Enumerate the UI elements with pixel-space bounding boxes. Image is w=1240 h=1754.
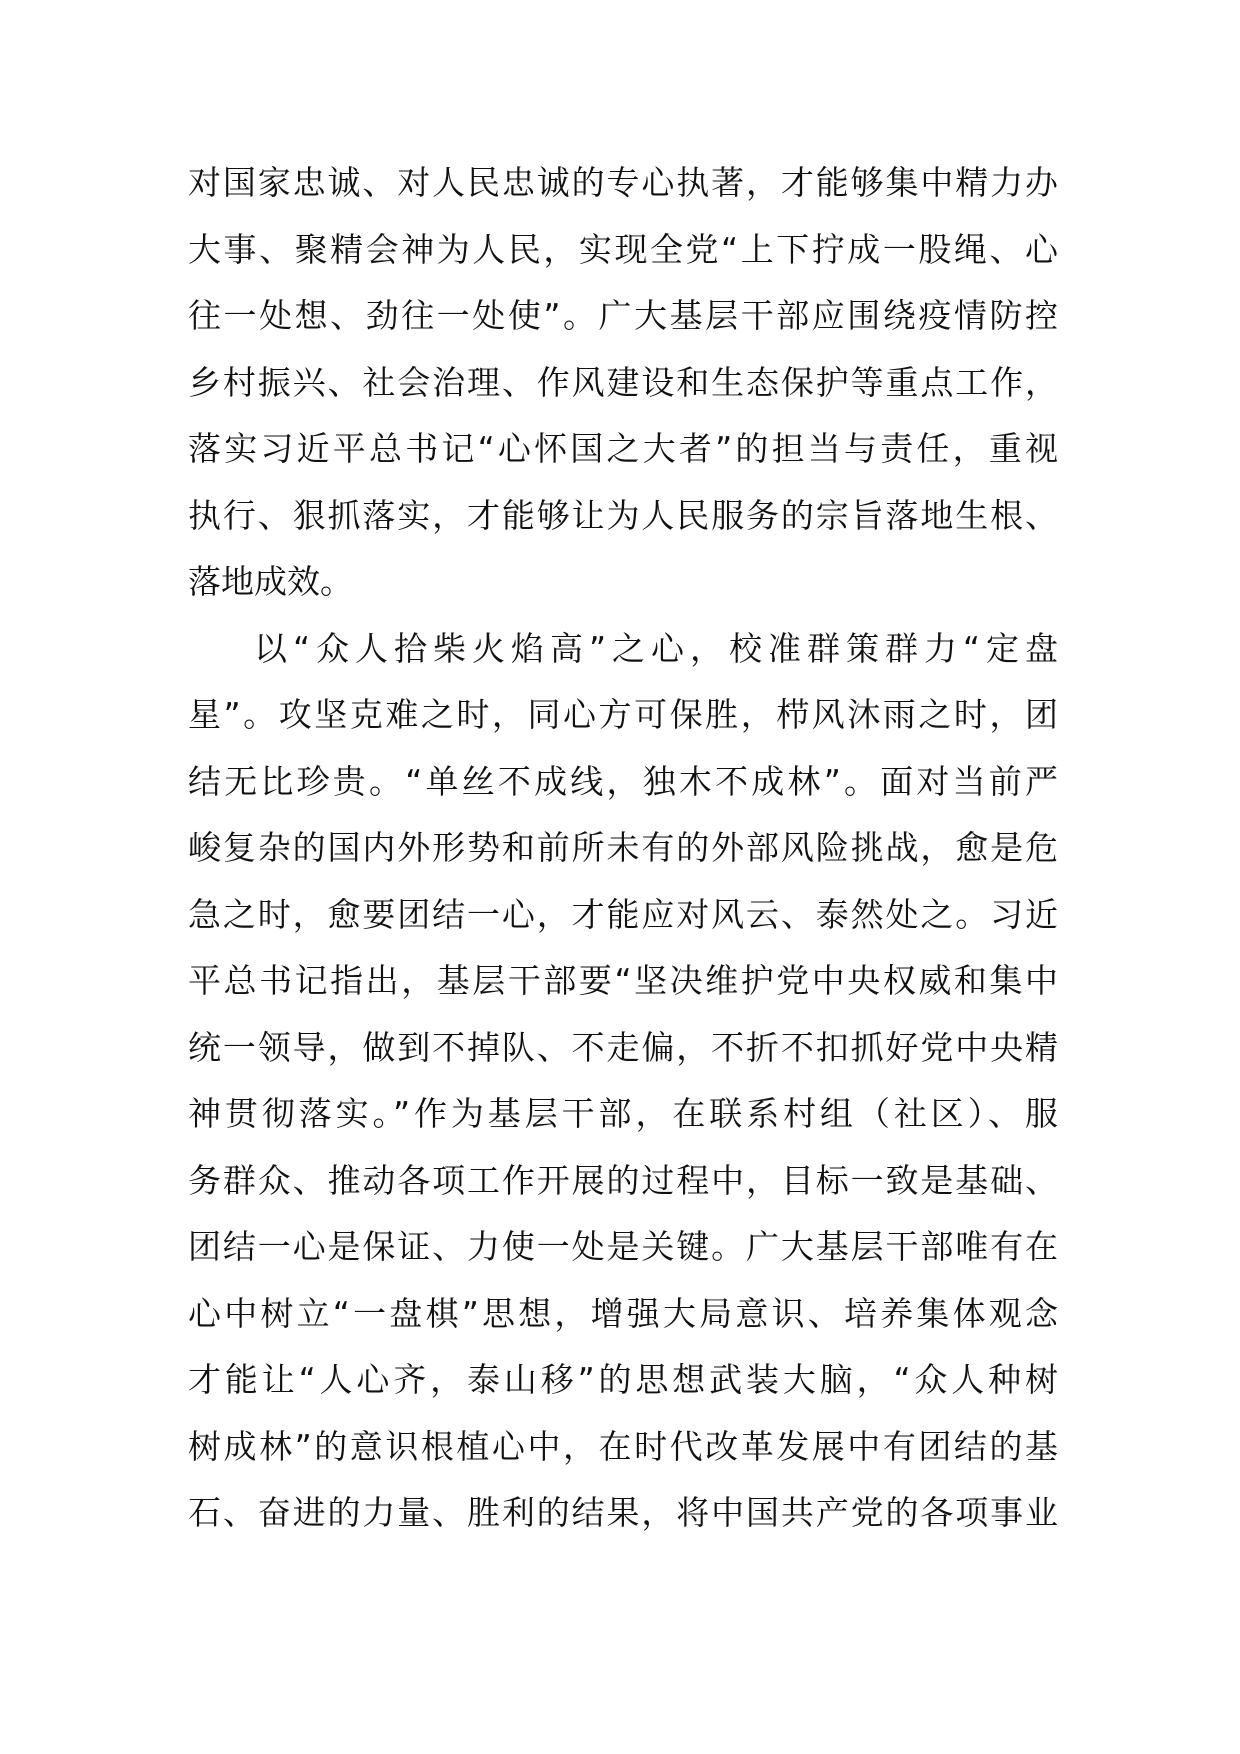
text-line: 树成林”的意识根植心中，在时代改革发展中有团结的基 bbox=[188, 1426, 1058, 1466]
paragraph-end-line: 落地成效。 bbox=[188, 562, 353, 601]
text-line: 神贯彻落实。”作为基层干部，在联系村组（社区）、服 bbox=[188, 1094, 1058, 1133]
text-line: 才能让“人心齐，泰山移”的思想武装大脑，“众人种树 bbox=[188, 1360, 1058, 1399]
paragraph-first-line: 以“众人拾柴火焰高”之心，校准群策群力“定盘 bbox=[254, 628, 1058, 668]
text-line: 往一处想、劲往一处使”。广大基层干部应围绕疫情防控 bbox=[188, 296, 1058, 335]
text-line: 结无比珍贵。“单丝不成线，独木不成林”。面对当前严 bbox=[188, 761, 1058, 801]
text-line: 星”。攻坚克难之时，同心方可保胜，栉风沐雨之时，团 bbox=[188, 695, 1058, 734]
text-line: 落实习近平总书记“心怀国之大者”的担当与责任，重视 bbox=[188, 429, 1058, 468]
text-line: 执行、狠抓落实，才能够让为人民服务的宗旨落地生根、 bbox=[188, 495, 1058, 535]
text-line: 平总书记指出，基层干部要“坚决维护党中央权威和集中 bbox=[188, 961, 1058, 1000]
text-line: 对国家忠诚、对人民忠诚的专心执著，才能够集中精力办 bbox=[188, 163, 1058, 202]
text-line: 务群众、推动各项工作开展的过程中，目标一致是基础、 bbox=[188, 1160, 1058, 1200]
body-text bbox=[188, 150, 1058, 1547]
text-line: 心中树立“一盘棋”思想，增强大局意识、培养集体观念 bbox=[188, 1293, 1058, 1333]
text-line: 大事、聚精会神为人民，实现全党“上下拧成一股绳、心 bbox=[188, 229, 1058, 269]
text-line: 乡村振兴、社会治理、作风建设和生态保护等重点工作， bbox=[188, 362, 1058, 402]
text-line: 峻复杂的国内外形势和前所未有的外部风险挑战，愈是危 bbox=[188, 828, 1058, 867]
text-line: 石、奋进的力量、胜利的结果，将中国共产党的各项事业 bbox=[188, 1493, 1058, 1532]
text-line: 急之时，愈要团结一心，才能应对风云、泰然处之。习近 bbox=[188, 894, 1058, 934]
text-line: 团结一心是保证、力使一处是关键。广大基层干部唯有在 bbox=[188, 1227, 1058, 1266]
text-line: 统一领导，做到不掉队、不走偏，不折不扣抓好党中央精 bbox=[188, 1027, 1058, 1067]
